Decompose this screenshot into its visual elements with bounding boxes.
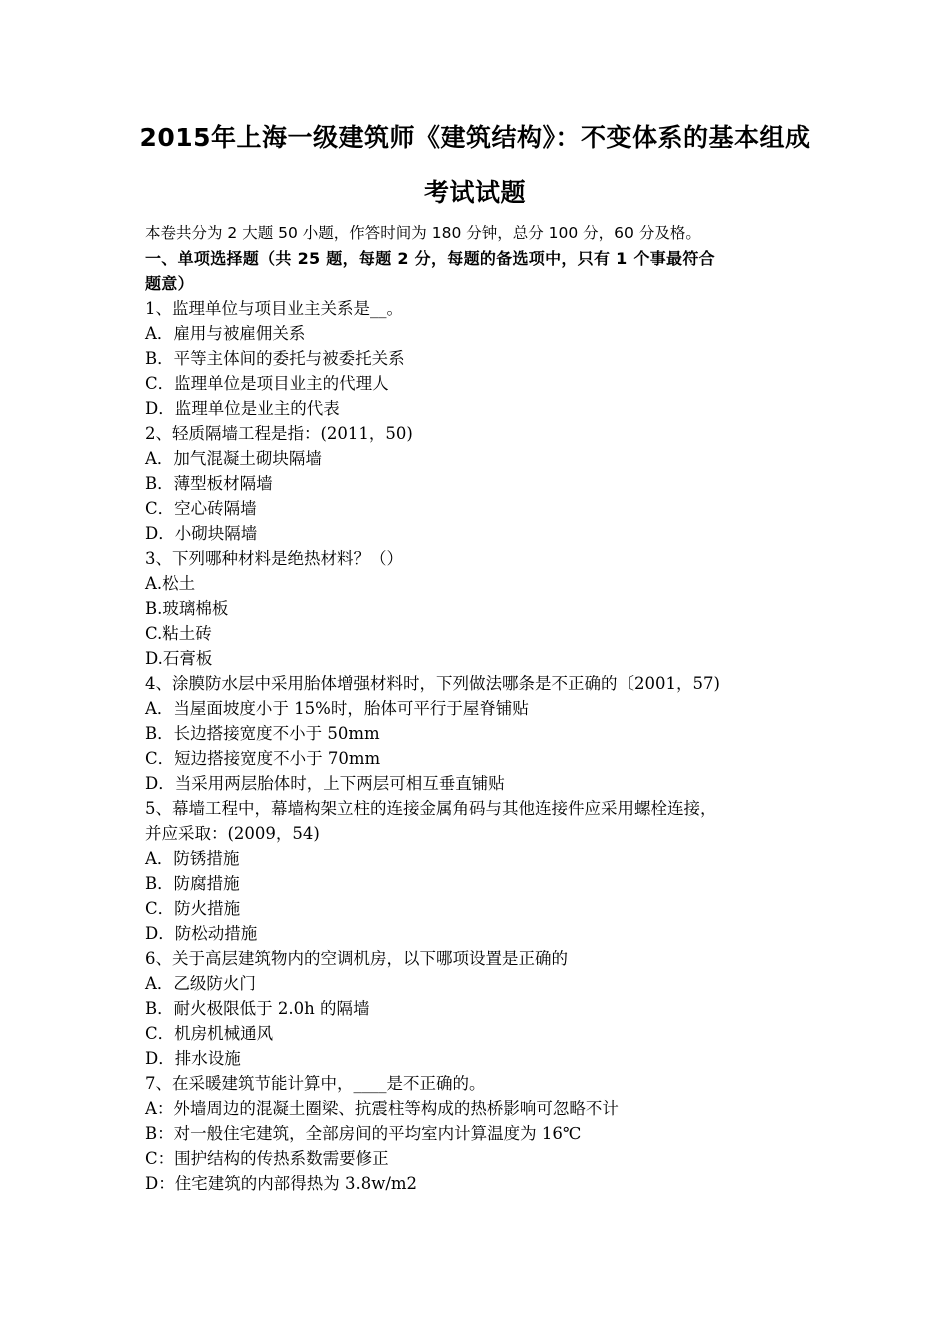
answer-option: A．乙级防火门 [145, 974, 256, 993]
answer-option: B．平等主体间的委托与被委托关系 [145, 349, 405, 368]
answer-option: A.松土 [145, 574, 196, 593]
question-stem: 1、监理单位与项目业主关系是__。 [145, 299, 403, 318]
answer-option: B．长边搭接宽度不小于 50mm [145, 724, 380, 743]
answer-option: D．防松动措施 [145, 924, 258, 943]
question-block [145, 546, 815, 671]
question-block [145, 421, 815, 546]
answer-option: B.玻璃棉板 [145, 599, 229, 618]
answer-option: C．监理单位是项目业主的代理人 [145, 374, 389, 393]
document-body [145, 221, 815, 1196]
answer-option: A．加气混凝土砌块隔墙 [145, 449, 322, 468]
exam-instructions: 本卷共分为 2 大题 50 小题，作答时间为 180 分钟，总分 100 分，60 分及格。 [145, 224, 701, 242]
answer-option: D.石膏板 [145, 649, 213, 668]
question-block [145, 946, 815, 1071]
question-stem: 5、幕墙工程中，幕墙构架立柱的连接金属角码与其他连接件应采用螺栓连接， [145, 799, 717, 818]
question-block [145, 671, 815, 796]
answer-option: D．小砌块隔墙 [145, 524, 258, 543]
question-block [145, 296, 815, 421]
answer-option: C．短边搭接宽度不小于 70mm [145, 749, 381, 768]
answer-option: B．耐火极限低于 2.0h 的隔墙 [145, 999, 370, 1018]
question-stem: 3、下列哪种材料是绝热材料？（） [145, 549, 403, 568]
question-stem-continued: 并应采取：(2009，54) [145, 824, 320, 843]
question-stem: 6、关于高层建筑物内的空调机房，以下哪项设置是正确的 [145, 949, 568, 968]
question-block [145, 796, 815, 946]
section-heading: 一、单项选择题（共 25 题，每题 2 分，每题的备选项中，只有 1 个事最符合 [145, 249, 715, 268]
answer-option: C.粘土砖 [145, 624, 212, 643]
answer-option: C．防火措施 [145, 899, 241, 918]
answer-option: D．当采用两层胎体时，上下两层可相互垂直铺贴 [145, 774, 505, 793]
answer-option: A：外墙周边的混凝土圈梁、抗震柱等构成的热桥影响可忽略不计 [145, 1099, 619, 1118]
question-block [145, 1071, 815, 1196]
answer-option: C．机房机械通风 [145, 1024, 274, 1043]
answer-option: A．防锈措施 [145, 849, 240, 868]
answer-option: D．监理单位是业主的代表 [145, 399, 340, 418]
answer-option: B．薄型板材隔墙 [145, 474, 273, 493]
document-title: 2015年上海一级建筑师《建筑结构》：不变体系的基本组成 [139, 123, 811, 152]
answer-option: D：住宅建筑的内部得热为 3.8w/m2 [145, 1174, 418, 1193]
question-stem: 4、涂膜防水层中采用胎体增强材料时，下列做法哪条是不正确的〔2001，57) [145, 674, 720, 693]
answer-option: C．空心砖隔墙 [145, 499, 257, 518]
document-title-continued: 考试试题 [423, 178, 526, 207]
question-stem: 7、在采暖建筑节能计算中，____是不正确的。 [145, 1074, 486, 1093]
answer-option: D．排水设施 [145, 1049, 241, 1068]
question-stem: 2、轻质隔墙工程是指：(2011，50) [145, 424, 413, 443]
section-heading-continued: 题意） [145, 274, 194, 293]
answer-option: A．雇用与被雇佣关系 [145, 324, 306, 343]
answer-option: C：围护结构的传热系数需要修正 [145, 1149, 389, 1168]
answer-option: B．防腐措施 [145, 874, 240, 893]
answer-option: B：对一般住宅建筑，全部房间的平均室内计算温度为 16℃ [145, 1124, 582, 1143]
question-list [145, 296, 815, 1196]
answer-option: A．当屋面坡度小于 15%时，胎体可平行于屋脊铺贴 [145, 699, 529, 718]
